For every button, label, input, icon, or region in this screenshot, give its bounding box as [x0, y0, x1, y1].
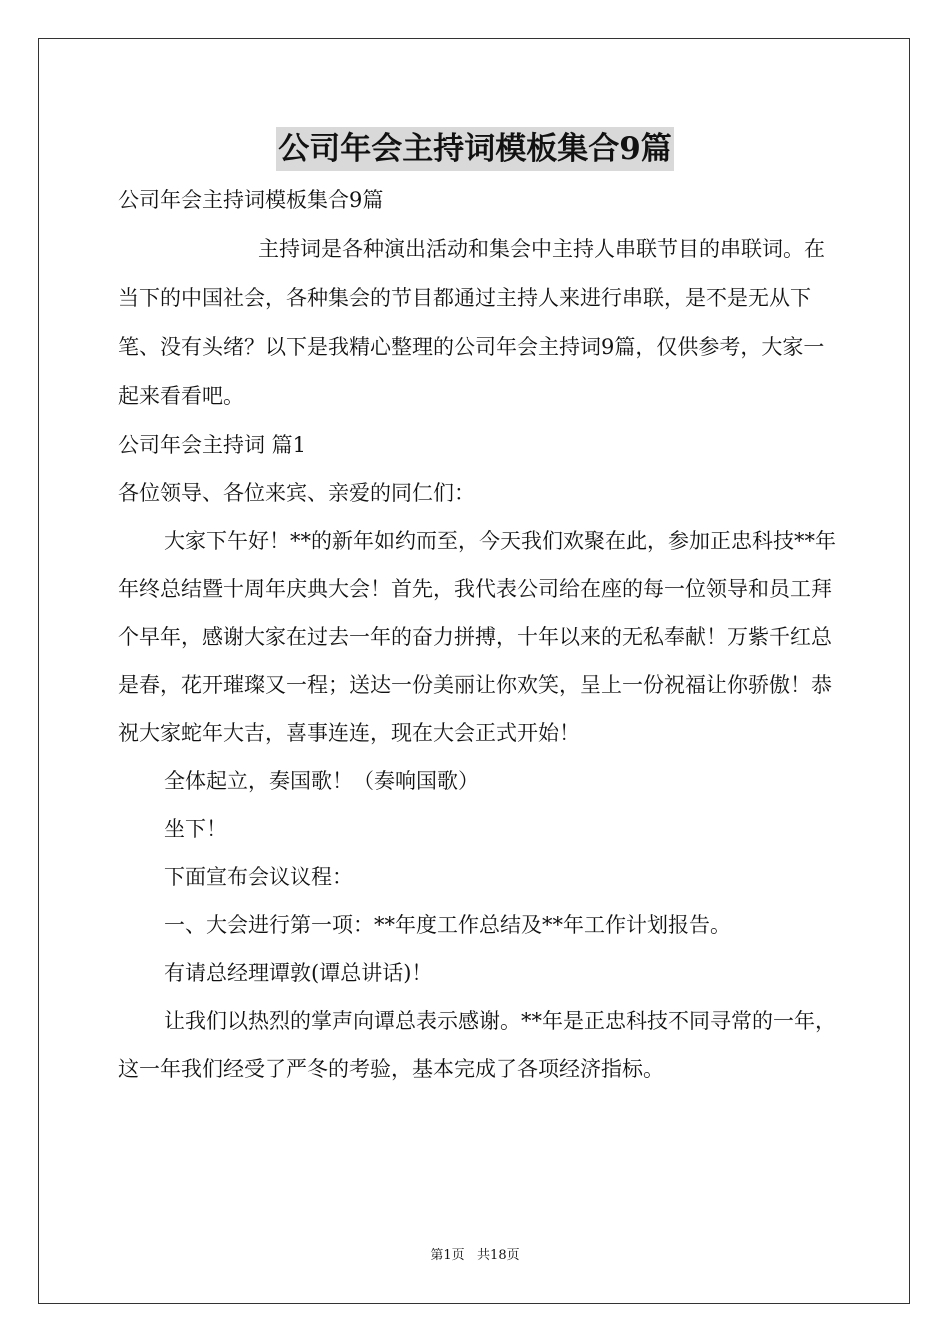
body-paragraph: 有请总经理谭敦(谭总讲话)！ — [164, 961, 433, 985]
intro-paragraph: 主持词是各种演出活动和集会中主持人串联节目的串联词。在当下的中国社会，各种集会的节目都通过主持人来进行串联，是不是无从下笔、没有头绪？以下是我精心整理的公司年会主持词9篇，仅供参考，大家一起来看看吧。 — [118, 237, 825, 408]
body-paragraph: 大家下午好！**的新年如约而至，今天我们欢聚在此，参加正忠科技**年年终总结暨十周年庆典大会！首先，我代表公司给在座的每一位领导和员工拜个早年，感谢大家在过去一年的奋力拼搏，十年以来的无私奉献！万紫千红总是春，花开璀璨又一程；送达一份美丽让你欢笑，呈上一份祝福让你骄傲！恭祝大家蛇年大吉，喜事连连，现在大会正式开始！ — [118, 529, 836, 745]
body-paragraph: 下面宣布会议议程： — [164, 865, 353, 889]
body-paragraph: 让我们以热烈的掌声向谭总表示感谢。**年是正忠科技不同寻常的一年，这一年我们经受了严冬的考验，基本完成了各项经济指标。 — [118, 1009, 836, 1081]
title-container — [0, 127, 950, 171]
document-body — [118, 176, 836, 1093]
body-paragraph: 一、大会进行第一项：**年度工作总结及**年工作计划报告。 — [164, 913, 731, 937]
greeting-line: 各位领导、各位来宾、亲爱的同仁们： — [118, 481, 475, 505]
document-title: 公司年会主持词模板集合9篇 — [276, 127, 674, 171]
page-number: 第1页 共18页 — [430, 1248, 520, 1263]
body-paragraph: 坐下！ — [164, 817, 227, 841]
page-footer — [0, 1246, 950, 1266]
document-subtitle: 公司年会主持词模板集合9篇 — [118, 188, 384, 212]
section-heading: 公司年会主持词 篇1 — [118, 433, 307, 457]
body-paragraph: 全体起立，奏国歌！（奏响国歌） — [164, 769, 479, 793]
